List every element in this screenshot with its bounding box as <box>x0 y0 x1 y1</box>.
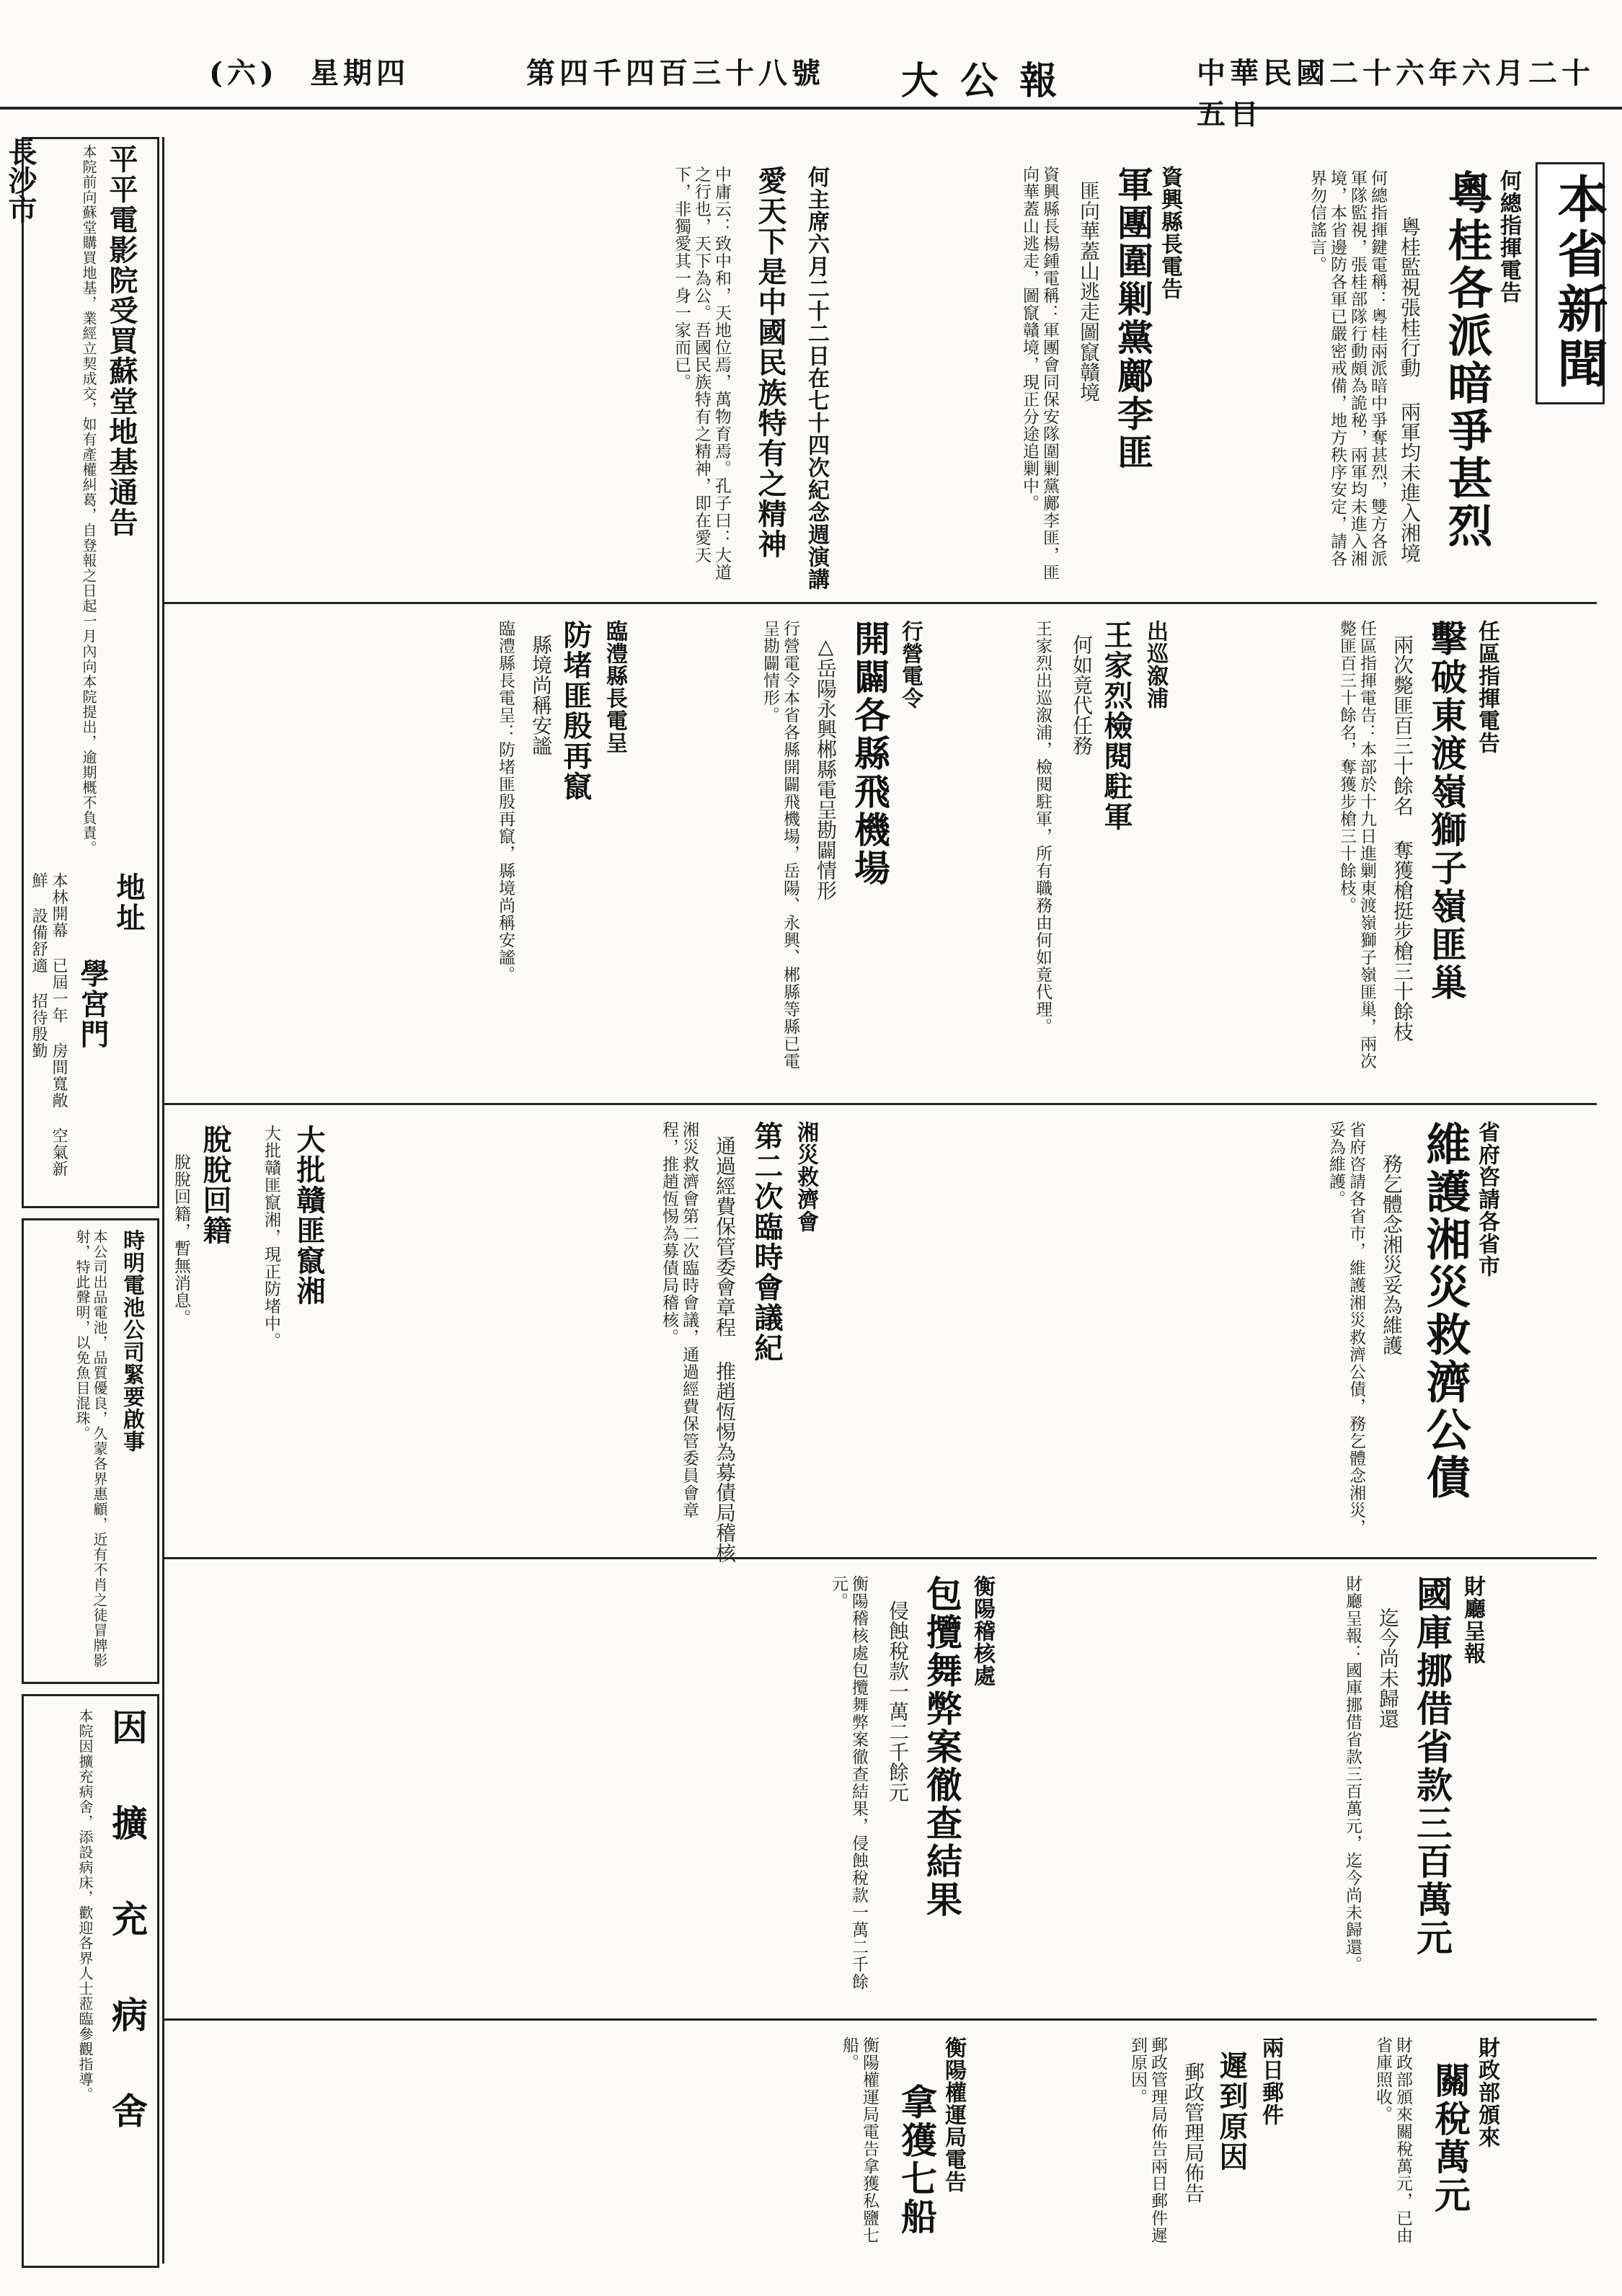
article-9-body: 湘災救濟會第二次臨時會議，通過經費保管委員會章程，推趙恆惕為募債局稽核。 <box>660 1121 699 1519</box>
article-7-kicker: 臨澧縣長電呈 <box>602 620 627 754</box>
article-14-kicker: 衡陽權運局電告 <box>941 2036 966 2193</box>
masthead-paper-name: 大 公 報 <box>901 59 1062 103</box>
article-5-body: 王家烈出巡溆浦，檢閱駐軍，所有職務由何如竟代理。 <box>1033 620 1052 1035</box>
article-3-kicker: 何主席六月二十二日在七十四次紀念週演講 <box>804 166 829 590</box>
article-11-subtitle: 侵蝕稅款一萬二千餘元 <box>886 1600 910 1802</box>
company-ad-title: 時明電池公司緊要啟事 <box>119 1229 144 1453</box>
article-13-subtitle: 郵政管理局佈告 <box>1182 2062 1205 2203</box>
article-15-body: 大批贛匪竄湘，現正防堵中。 <box>262 1125 280 1349</box>
address-extra: 本林開幕 已屆一年 房間寬敞 空氣新鮮 設備舒適 招待殷勤 <box>30 872 68 1177</box>
article-1-kicker: 何總指揮電告 <box>1496 169 1521 303</box>
article-13-body: 郵政管理局佈告兩日郵件遲到原因。 <box>1128 2036 1167 2244</box>
article-10-subtitle: 迄今尚未歸還 <box>1376 1608 1400 1729</box>
article-2-subtitle: 匪向華蓋山逃走圖竄贛境 <box>1077 180 1101 402</box>
address-value: 學宮門 <box>76 959 110 1050</box>
row-rule-4 <box>162 2018 1597 2021</box>
article-10-title: 國庫挪借省款三百萬元 <box>1411 1575 1453 1957</box>
article-9-subtitle: 通過經費保管委會章程 推趙恆惕為募債局稽核 <box>713 1135 737 1563</box>
article-16-body: 脫脫回籍，暫無消息。 <box>172 1153 190 1326</box>
article-7-subtitle: 縣境尚稱安謐 <box>529 634 553 755</box>
article-8-title: 維護湘災救濟公債 <box>1419 1121 1471 1502</box>
article-5-kicker: 出巡溆浦 <box>1143 620 1168 709</box>
article-2-body: 資興縣長楊鍾電稱：軍團會同保安隊圍剿黨鄺李匪，匪向華蓋山逃走，圖竄贛境，現正分途追剿中。 <box>1020 166 1059 581</box>
masthead-weekday: 星期四 <box>310 56 409 90</box>
right-bar-title: 因 擴 充 病 舍 <box>106 1708 149 2137</box>
article-12-kicker: 財政部頒來 <box>1474 2036 1499 2148</box>
article-5-title: 王家烈檢閱駐軍 <box>1099 620 1133 832</box>
left-ad-body: 本院前向蘇堂購買地基，業經立契成交，如有產權糾葛，自登報之日起一月內向本院提出，逾期概不負責。 <box>80 144 97 856</box>
article-11-body: 衡陽稽核處包攬舞弊案徹查結果，侵蝕稅款一萬二千餘元。 <box>829 1575 868 1990</box>
article-6-body: 行營電令本省各縣開闢飛機場，岳陽、永興、郴縣等縣已電呈勘闢情形。 <box>761 620 799 1070</box>
section-title: 本省新聞 <box>1549 173 1609 392</box>
article-8-subtitle: 務乞體念湘災妥為維護 <box>1380 1153 1404 1355</box>
company-ad-body: 本公司出品電池，品質優良，久蒙各界惠顧，近有不肖之徒冒牌影射，特此聲明，以免魚目混珠。 <box>74 1229 108 1668</box>
side-label: 長沙市 <box>4 137 37 223</box>
masthead-issue: 第四千四百三十八號 <box>526 56 825 90</box>
article-13-title: 遲到原因 <box>1215 2051 1249 2172</box>
article-6-kicker: 行營電令 <box>898 620 923 709</box>
article-8-kicker: 省府咨請各省市 <box>1474 1121 1499 1277</box>
article-3-body: 中庸云：致中和，天地位焉，萬物育焉。孔子曰：大道之行也，天下為公。吾國民族特有之精神，即在愛天下，非獨愛其一身一家而已。 <box>672 166 731 581</box>
article-16-title: 脫脫回籍 <box>198 1125 232 1246</box>
article-2-kicker: 資興縣長電告 <box>1157 166 1182 300</box>
article-6-subtitle: △岳陽永興郴縣電呈勘闢情形 <box>814 634 838 900</box>
article-13-kicker: 兩日郵件 <box>1258 2036 1283 2126</box>
article-4-kicker: 任區指揮電告 <box>1474 620 1499 754</box>
left-frame-rule <box>162 137 164 2264</box>
article-10-body: 財廳呈報：國庫挪借省款三百萬元，迄今尚未歸還。 <box>1343 1575 1362 1973</box>
article-9-kicker: 湘災救濟會 <box>793 1121 818 1233</box>
article-11-kicker: 衡陽稽核處 <box>970 1575 995 1687</box>
masthead-date: 中華民國二十六年六月二十五日 <box>1197 56 1595 131</box>
article-9-title: 第二次臨時會議紀 <box>750 1121 784 1363</box>
right-bar-body: 本院因擴充病舍，添設病床，歡迎各界人士蒞臨參觀指導。 <box>76 1708 94 2102</box>
article-1-body: 何總指揮鍵電稱：粵桂兩派暗中爭奪甚烈，雙方各派軍隊監視，張桂部隊行動頗為詭秘，兩軍均未進入湘境，本省邊防各軍已嚴密戒備，地方秩序安定，請各界勿信謠言。 <box>1308 169 1387 567</box>
left-ad-title: 平平電影院受買蘇堂地基通告 <box>105 144 138 538</box>
article-1-subtitle: 粵桂監視張桂行動 兩軍均未進入湘境 <box>1398 216 1422 563</box>
masthead-page-number: (六) <box>209 56 278 90</box>
article-14-title: 拿獲七船 <box>895 2083 938 2236</box>
article-10-kicker: 財廳呈報 <box>1460 1575 1485 1665</box>
article-8-body: 省府咨請各省市，維護湘災救濟公債，務乞體念湘災，妥為維護。 <box>1326 1121 1365 1536</box>
address-label: 地址 <box>112 872 146 933</box>
article-7-title: 防堵匪殷再竄 <box>559 620 593 802</box>
article-5-subtitle: 何如竟代任務 <box>1070 634 1094 755</box>
article-7-body: 臨澧縣長電呈：防堵匪殷再竄，縣境尚稱安謐。 <box>496 620 515 983</box>
article-12-title: 關稅萬元 <box>1429 2062 1471 2215</box>
row-rule-3 <box>162 1557 1597 1559</box>
article-3-title: 愛天下是中國民族特有之精神 <box>753 166 787 559</box>
article-1-title: 粵桂各派暗爭甚烈 <box>1440 169 1493 550</box>
article-6-title: 開闢各縣飛機場 <box>848 620 891 887</box>
row-rule-2 <box>162 1103 1597 1105</box>
row-rule-1 <box>162 602 1597 604</box>
article-4-subtitle: 兩次斃匪百三十餘名 奪獲槍挺步槍三十餘枝 <box>1391 634 1414 1042</box>
article-11-title: 包攬舞弊案徹查結果 <box>921 1575 963 1919</box>
article-12-body: 財政部頒來關稅萬元，已由省庫照收。 <box>1373 2036 1412 2244</box>
article-4-title: 擊破東渡嶺獅子嶺匪巢 <box>1425 620 1468 1002</box>
article-4-body: 任區指揮電告：本部於十九日進剿東渡嶺獅子嶺匪巢，兩次斃匪百三十餘名，奪獲步槍三十餘枝。 <box>1337 620 1376 1070</box>
article-2-title: 軍團圍剿黨鄺李匪 <box>1112 166 1154 471</box>
article-14-body: 衡陽權運局電告拿獲私鹽七船。 <box>840 2036 879 2244</box>
article-15-title: 大批贛匪竄湘 <box>292 1125 326 1306</box>
